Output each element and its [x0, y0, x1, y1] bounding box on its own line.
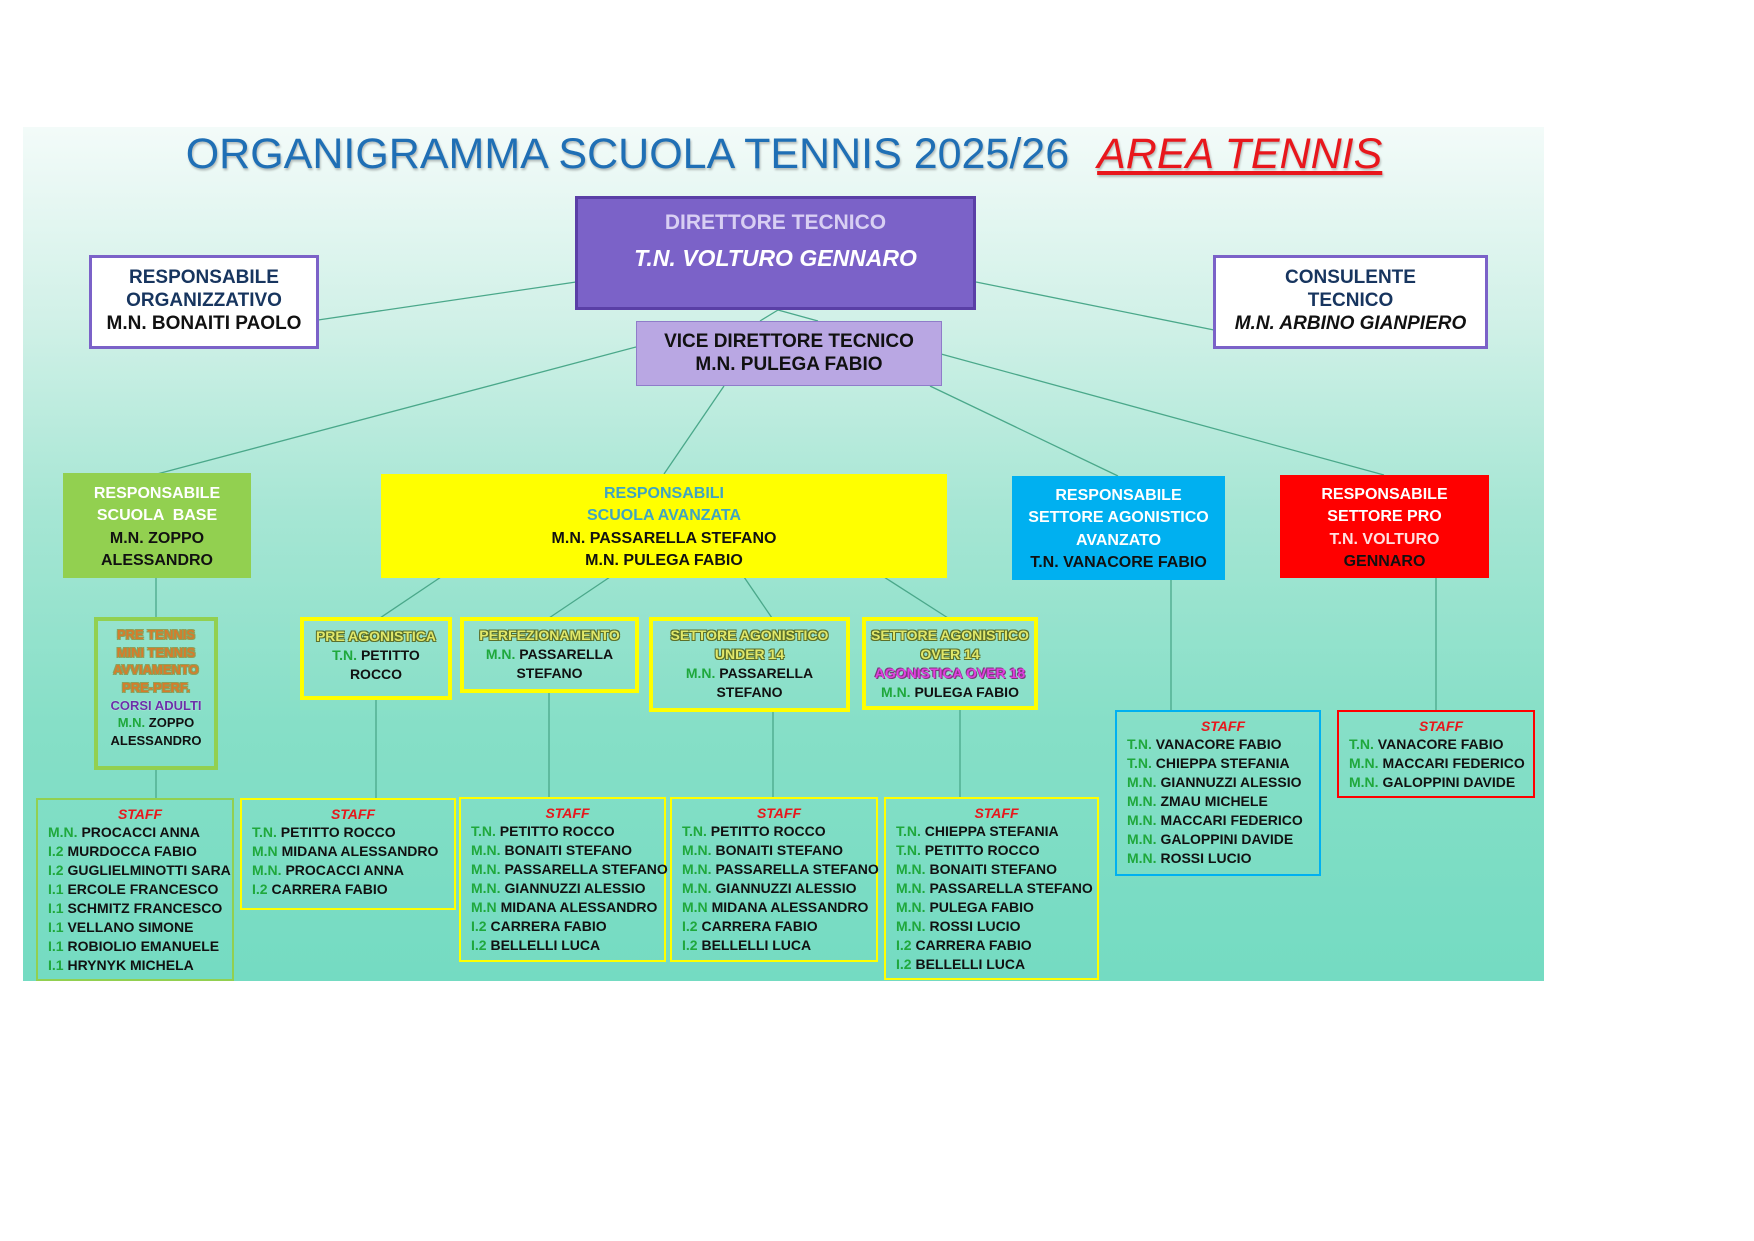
responsabile-settore-pro-box — [1280, 475, 1489, 578]
staff-member-level: T.N. — [896, 842, 921, 858]
perfezionamento-label: PERFEZIONAMENTO — [479, 627, 620, 643]
staff-member-level: M.N. — [471, 861, 501, 877]
staff-member-name: MIDANA ALESSANDRO — [281, 843, 439, 859]
staff-member-name: BONAITI STEFANO — [504, 842, 633, 858]
staff-member-name: MACCARI FEDERICO — [1382, 755, 1525, 771]
staff-agonistico-box — [1115, 710, 1321, 876]
staff-member — [252, 842, 454, 861]
staff-member — [471, 917, 664, 936]
staff-member-level: M.N. — [896, 861, 926, 877]
staff-member — [48, 861, 232, 880]
staff-member-level: T.N. — [1349, 736, 1374, 752]
staff-member — [682, 860, 879, 879]
perfezionamento-name1: PASSARELLA — [519, 646, 614, 663]
staff-member-level: M.N. — [1127, 793, 1157, 809]
staff-member-level: M.N. — [1127, 850, 1157, 866]
staff-member-level: I.2 — [682, 937, 698, 953]
staff-member-level: M.N. — [896, 918, 926, 934]
staff-member-level: T.N. — [1127, 736, 1152, 752]
preagonistica-name2: ROCCO — [349, 666, 403, 683]
staff-member — [1349, 754, 1533, 773]
staff-member — [896, 955, 1097, 974]
staff-member — [252, 823, 454, 842]
agonistico-line2: SETTORE AGONISTICO — [1028, 509, 1209, 527]
staff-member-name: CHIEPPA STEFANIA — [924, 823, 1059, 839]
avanzata-line4: M.N. PULEGA FABIO — [585, 552, 743, 570]
staff-under14-box — [670, 797, 878, 962]
staff-member-name: CARRERA FABIO — [701, 918, 818, 934]
staff-member — [682, 841, 876, 860]
pretennis-line5: CORSI ADULTI — [110, 697, 202, 713]
pro-line4: GENNARO — [1343, 553, 1426, 571]
staff-member — [682, 879, 876, 898]
base-line2: SCUOLA BASE — [96, 507, 218, 525]
staff-member-name: MIDANA ALESSANDRO — [711, 899, 869, 915]
staff-member — [471, 860, 668, 879]
staff-member — [48, 918, 232, 937]
staff-member-level: M.N. — [896, 880, 926, 896]
over14-line2: OVER 14 — [920, 646, 980, 663]
staff-member-name: ERCOLE FRANCESCO — [67, 881, 219, 897]
staff-member — [471, 879, 664, 898]
staff-member-level: M.N — [682, 899, 708, 915]
staff-member — [471, 936, 664, 955]
under-14-box — [649, 617, 850, 712]
page-title — [0, 130, 1568, 179]
staff-member — [48, 842, 232, 861]
staff-member-name: ROSSI LUCIO — [929, 918, 1021, 934]
staff-member — [48, 823, 232, 842]
staff-member-name: ZMAU MICHELE — [1160, 793, 1268, 809]
perfezionamento-name2: STEFANO — [516, 665, 583, 682]
staff-member-level: M.N. — [1127, 774, 1157, 790]
staff-member-name: GIANNUZZI ALESSIO — [715, 880, 857, 896]
avanzata-line1: RESPONSABILI — [603, 485, 724, 502]
staff-member-level: M.N — [252, 843, 278, 859]
staff-member-name: MURDOCCA FABIO — [67, 843, 197, 859]
preagonistica-label: PRE AGONISTICA — [315, 628, 437, 644]
preagonistica-name1: PETITTO — [360, 647, 420, 664]
staff-member-level: T.N. — [252, 824, 277, 840]
avanzata-line2: SCUOLA AVANZATA — [586, 507, 742, 525]
staff-member — [471, 841, 664, 860]
staff-member — [896, 841, 1097, 860]
staff-member-level: I.2 — [252, 881, 268, 897]
over14-name: PULEGA FABIO — [914, 684, 1019, 701]
staff-member-name: GALOPPINI DAVIDE — [1382, 774, 1516, 790]
staff-member-level: M.N. — [682, 861, 712, 877]
staff-member — [896, 917, 1097, 936]
staff-member — [682, 917, 876, 936]
responsabile-agonistico-avanzato-box — [1012, 476, 1225, 580]
staff-member-name: PASSARELLA STEFANO — [504, 861, 668, 877]
staff-label: STAFF — [974, 805, 1019, 821]
pretennis-level: M.N. — [117, 715, 146, 731]
staff-member-name: GIANNUZZI ALESSIO — [504, 880, 646, 896]
staff-member — [896, 860, 1097, 879]
staff-member-name: HRYNYK MICHELA — [67, 957, 194, 973]
responsabile-organizzativo-box — [89, 255, 319, 349]
staff-member — [896, 898, 1097, 917]
pretennis-line1: PRE TENNIS — [116, 627, 195, 642]
staff-member-level: T.N. — [1127, 755, 1152, 771]
staff-label: STAFF — [1200, 718, 1246, 734]
under14-line1: SETTORE AGONISTICO — [670, 627, 829, 643]
staff-preagonistica-box — [240, 798, 456, 910]
staff-member — [1349, 735, 1533, 754]
under14-name1: PASSARELLA — [719, 665, 814, 682]
staff-member-level: I.2 — [896, 956, 912, 972]
pre-agonistica-box — [300, 617, 452, 700]
staff-member — [1349, 773, 1533, 792]
staff-label: STAFF — [117, 806, 163, 822]
staff-label: STAFF — [330, 806, 376, 822]
base-line3: M.N. ZOPPO — [109, 529, 205, 547]
staff-member-level: T.N. — [682, 823, 707, 839]
base-line1: RESPONSABILE — [93, 485, 221, 502]
organizzativo-name: M.N. BONAITI PAOLO — [106, 313, 302, 335]
staff-member-name: ROSSI LUCIO — [1160, 850, 1252, 866]
over14-level: M.N. — [881, 684, 911, 701]
consulente-line2: TECNICO — [1307, 290, 1394, 312]
staff-perfezionamento-box — [459, 797, 666, 962]
perfezionamento-box — [460, 617, 639, 693]
staff-member — [1127, 735, 1319, 754]
staff-member-name: BONAITI STEFANO — [715, 842, 844, 858]
staff-member-level: I.1 — [48, 938, 64, 954]
staff-member — [682, 898, 876, 917]
staff-member-name: CARRERA FABIO — [271, 881, 388, 897]
staff-member — [1127, 773, 1319, 792]
staff-member-level: M.N. — [1127, 831, 1157, 847]
staff-member-name: BONAITI STEFANO — [929, 861, 1058, 877]
staff-member-name: MACCARI FEDERICO — [1160, 812, 1303, 828]
staff-member-name: PROCACCI ANNA — [285, 862, 404, 878]
title-area: AREA TENNIS — [1097, 130, 1383, 178]
staff-member-name: PULEGA FABIO — [929, 899, 1034, 915]
over-14-box — [862, 617, 1038, 710]
staff-member-level: I.2 — [48, 843, 64, 859]
staff-member-name: PETITTO ROCCO — [499, 823, 615, 839]
over14-line3: AGONISTICA OVER 18 — [874, 665, 1026, 682]
staff-member-level: T.N. — [471, 823, 496, 839]
consulente-tecnico-box — [1213, 255, 1488, 349]
staff-member-level: M.N. — [682, 880, 712, 896]
direttore-tecnico-box — [575, 196, 976, 310]
staff-member — [1127, 811, 1319, 830]
base-line4: ALESSANDRO — [100, 552, 213, 570]
staff-member-level: M.N. — [682, 842, 712, 858]
staff-pro-box — [1337, 710, 1535, 798]
staff-member — [896, 879, 1097, 898]
agonistico-line4: T.N. VANACORE FABIO — [1030, 554, 1207, 572]
staff-member-name: GUGLIELMINOTTI SARA — [67, 862, 231, 878]
staff-member — [1127, 830, 1319, 849]
responsabile-scuola-base-box — [63, 473, 251, 578]
staff-member — [896, 822, 1097, 841]
staff-member-name: PETITTO ROCCO — [924, 842, 1040, 858]
staff-member — [682, 936, 876, 955]
staff-member-level: M.N. — [1349, 774, 1379, 790]
staff-member-name: VELLANO SIMONE — [67, 919, 194, 935]
staff-over14-box — [884, 797, 1099, 980]
staff-member — [252, 880, 454, 899]
staff-member-level: M.N. — [896, 899, 926, 915]
agonistico-line1: RESPONSABILE — [1055, 487, 1182, 504]
staff-member-name: PASSARELLA STEFANO — [715, 861, 879, 877]
pro-line2: SETTORE PRO — [1327, 508, 1442, 526]
staff-member — [48, 956, 232, 975]
staff-member — [1127, 792, 1319, 811]
staff-label: STAFF — [545, 805, 590, 821]
staff-member-level: I.2 — [896, 937, 912, 953]
staff-member-level: I.2 — [471, 937, 487, 953]
avanzata-line3: M.N. PASSARELLA STEFANO — [551, 529, 777, 547]
staff-member-level: I.2 — [48, 862, 64, 878]
pre-tennis-box — [94, 617, 218, 770]
staff-member-name: PETITTO ROCCO — [710, 823, 826, 839]
staff-member — [682, 822, 876, 841]
direttore-name: T.N. VOLTURO GENNARO — [634, 244, 917, 271]
staff-member-name: CARRERA FABIO — [915, 937, 1032, 953]
staff-member — [252, 861, 454, 880]
pretennis-line3: AVVIAMENTO — [113, 662, 199, 678]
pretennis-name2: ALESSANDRO — [110, 733, 202, 749]
consulente-line1: CONSULENTE — [1285, 267, 1416, 288]
pretennis-line2: MINI TENNIS — [116, 644, 196, 660]
staff-member-name: BELLELLI LUCA — [490, 937, 601, 953]
staff-member — [48, 880, 232, 899]
vice-direttore-box — [636, 321, 942, 386]
staff-member-name: GIANNUZZI ALESSIO — [1160, 774, 1302, 790]
staff-member-level: I.1 — [48, 900, 64, 916]
staff-member — [1127, 754, 1319, 773]
staff-member-name: CHIEPPA STEFANIA — [1155, 755, 1290, 771]
staff-member-level: I.2 — [682, 918, 698, 934]
staff-member-name: PASSARELLA STEFANO — [929, 880, 1093, 896]
staff-label: STAFF — [1418, 718, 1464, 734]
over14-line1: SETTORE AGONISTICO — [871, 627, 1029, 643]
staff-member — [1127, 849, 1319, 868]
under14-level: M.N. — [685, 665, 716, 682]
direttore-role: DIRETTORE TECNICO — [664, 211, 887, 234]
staff-member-level: M.N. — [471, 842, 501, 858]
staff-member-name: ROBIOLIO EMANUELE — [67, 938, 220, 954]
staff-member-name: BELLELLI LUCA — [915, 956, 1026, 972]
staff-member — [471, 822, 664, 841]
vice-role: VICE DIRETTORE TECNICO — [664, 331, 914, 352]
staff-member-level: T.N. — [896, 823, 921, 839]
staff-member — [471, 898, 664, 917]
pretennis-name1: ZOPPO — [148, 715, 195, 731]
under14-name2: STEFANO — [716, 684, 783, 701]
staff-member-level: I.1 — [48, 957, 64, 973]
under14-line2: UNDER 14 — [714, 646, 785, 663]
staff-member-level: M.N. — [471, 880, 501, 896]
organizzativo-line1: RESPONSABILE — [129, 267, 279, 288]
staff-member-name: GALOPPINI DAVIDE — [1160, 831, 1294, 847]
staff-member-name: VANACORE FABIO — [1155, 736, 1282, 752]
staff-label: STAFF — [756, 805, 802, 821]
agonistico-line3: AVANZATO — [1075, 531, 1162, 549]
staff-member-name: PETITTO ROCCO — [280, 824, 396, 840]
title-main: ORGANIGRAMMA SCUOLA TENNIS 2025/26 — [185, 130, 1070, 178]
staff-member-name: PROCACCI ANNA — [81, 824, 200, 840]
staff-member — [896, 936, 1097, 955]
responsabili-scuola-avanzata-box — [381, 474, 947, 578]
staff-member-name: CARRERA FABIO — [490, 918, 607, 934]
staff-member-level: I.2 — [471, 918, 487, 934]
vice-name: M.N. PULEGA FABIO — [695, 354, 883, 376]
staff-member-level: M.N — [471, 899, 497, 915]
staff-member-name: SCHMITZ FRANCESCO — [67, 900, 223, 916]
staff-member-name: BELLELLI LUCA — [701, 937, 812, 953]
staff-member-level: I.1 — [48, 881, 64, 897]
preagonistica-level: T.N. — [332, 647, 358, 664]
staff-member-level: I.1 — [48, 919, 64, 935]
pro-line3: T.N. VOLTURO — [1329, 530, 1440, 548]
staff-base-box — [36, 798, 234, 981]
staff-member — [48, 937, 232, 956]
staff-member-level: M.N. — [48, 824, 78, 840]
staff-member-level: M.N. — [1349, 755, 1379, 771]
pro-line1: RESPONSABILE — [1321, 486, 1448, 503]
perfezionamento-level: M.N. — [485, 646, 516, 663]
pretennis-line4: PRE-PERF. — [122, 680, 190, 696]
staff-member-name: VANACORE FABIO — [1377, 736, 1504, 752]
organizzativo-line2: ORGANIZZATIVO — [126, 290, 282, 312]
staff-member-level: M.N. — [252, 862, 282, 878]
staff-member-name: MIDANA ALESSANDRO — [500, 899, 658, 915]
staff-member-level: M.N. — [1127, 812, 1157, 828]
staff-member — [48, 899, 232, 918]
consulente-name: M.N. ARBINO GIANPIERO — [1234, 313, 1467, 335]
